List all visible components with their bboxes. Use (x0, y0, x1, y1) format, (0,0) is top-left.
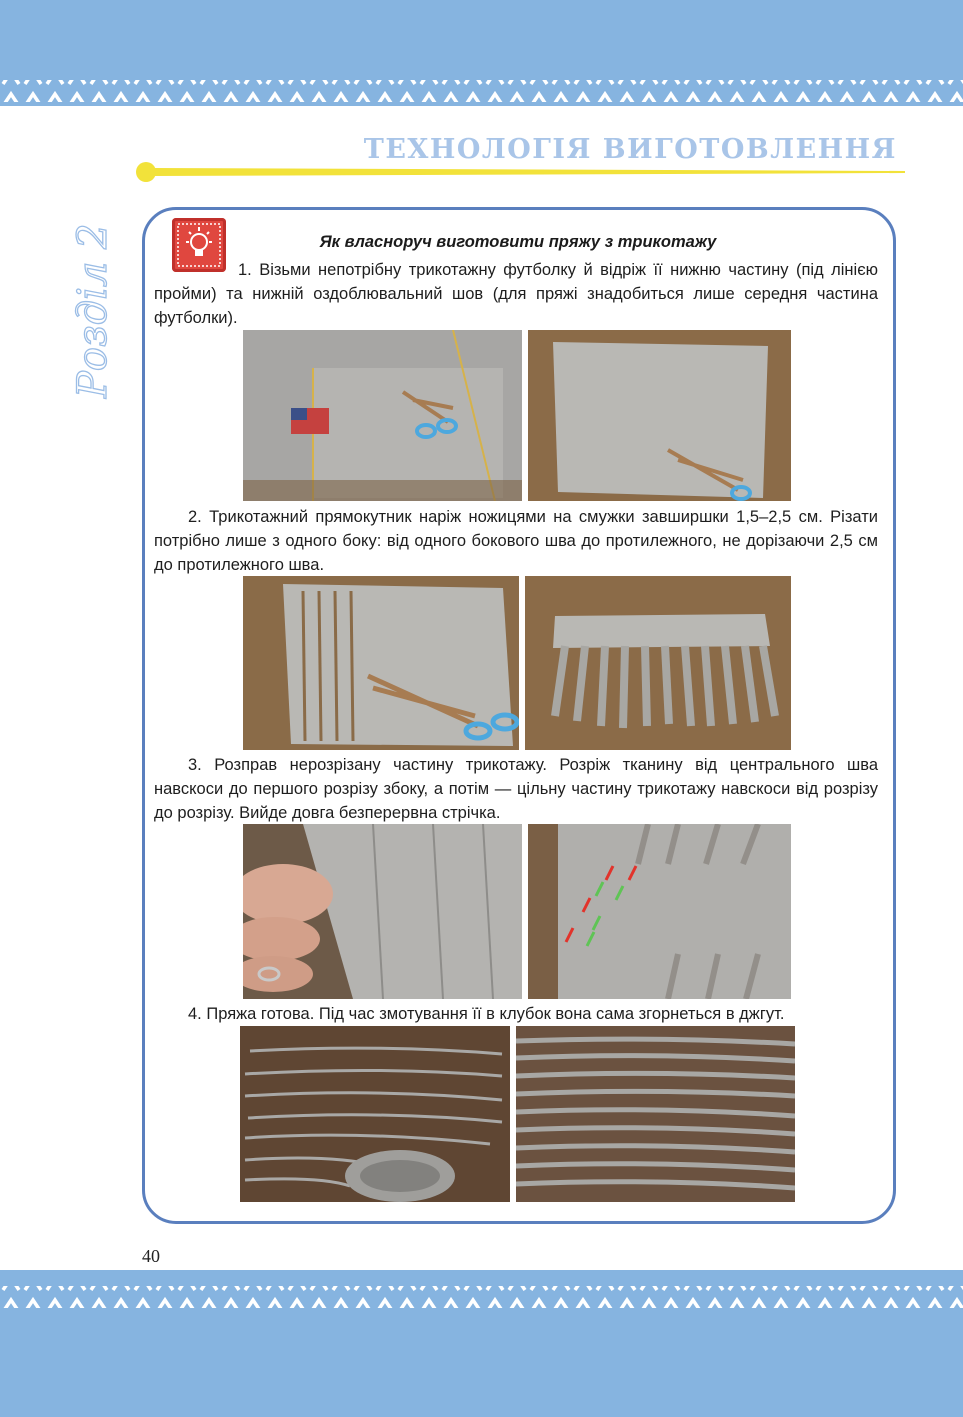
diagonal-cut-marks-photo (528, 824, 791, 999)
title-rule (135, 160, 905, 184)
section-title: ТЕХНОЛОГІЯ ВИГОТОВЛЕННЯ (363, 134, 897, 165)
ornament-border-top (0, 0, 963, 132)
top-decorative-band (0, 0, 963, 132)
fringed-fabric-photo (525, 576, 791, 750)
ornament-border-bottom (0, 1250, 963, 1417)
bottom-decorative-band (0, 1250, 963, 1417)
step-3-text: 3. Розправ нерозрізану частину трикотажу. Розріж тканину від центрального шва навскоси до першого розрізу збоку, а потім — цільну частину трикотажу навскоси від розрізу до розрізу. Вийде довга безперервна стрічка. (154, 756, 878, 822)
t-shirt-with-cut-lines-photo (243, 330, 522, 501)
cutting-strips-photo (243, 576, 519, 750)
yarn-on-floor-photo (240, 1026, 510, 1202)
page-number: 40 (139, 1246, 163, 1267)
box-title: Як власноруч виготовити пряжу з трикотажу (319, 233, 717, 251)
yarn-strands-photo (516, 1026, 795, 1202)
step-1-text: 1. Візьми непотрібну трикотажну футболку й відріж її нижню частину (під лінією пройми) та нижній оздоблювальний шов (для пряжі знадобиться лише середня частина футболки). (154, 261, 878, 327)
side-label-text: Розділ 2 (70, 223, 116, 398)
holding-strips-photo (243, 824, 522, 999)
side-section-label (64, 222, 124, 402)
step-2-text: 2. Трикотажний прямокутник наріж ножицями на смужки завширшки 1,5–2,5 см. Різати потрібно лише з одного боку: від одного бокового шва до протилежного, не дорізаючи 2,5 см до протилежного шва. (154, 508, 878, 574)
cut-fabric-rectangle-photo (528, 330, 791, 501)
step-4-text: 4. Пряжа готова. Під час змотування її в клубок вона сама згорнеться в джгут. (188, 1005, 785, 1023)
